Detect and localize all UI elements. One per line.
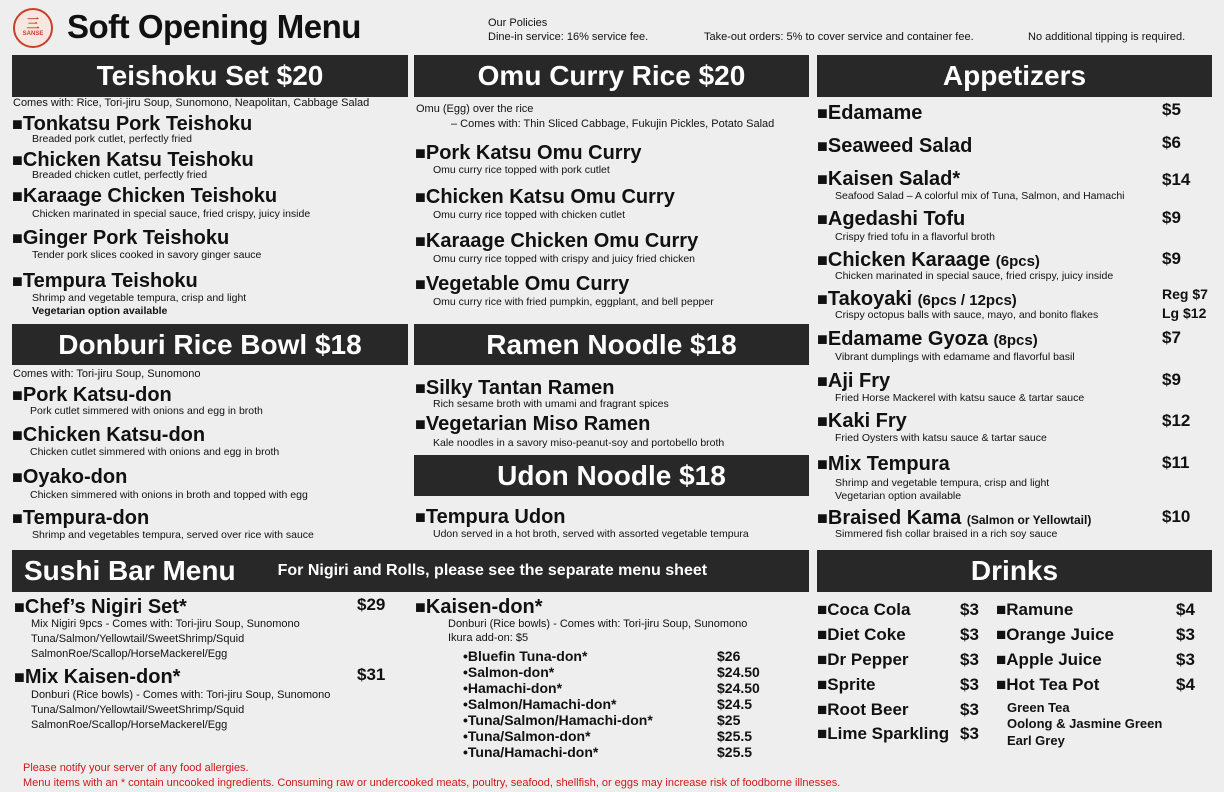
logo-text: SANSE [22,31,44,37]
menu-item-desc: Udon served in a hot broth, served with assorted vegetable tempura [433,528,749,540]
tea-option: Oolong & Jasmine Green [1007,716,1163,731]
kaisen-don-price: $26 [717,648,741,664]
appetizer-price: $5 [1162,100,1181,119]
menu-item: ■Tempura Teishoku [12,270,198,292]
menu-item: ■Pork Katsu-don [12,384,172,406]
menu-item-desc: Shrimp and vegetable tempura, crisp and light [32,292,247,304]
appetizer-desc: Shrimp and vegetable tempura, crisp and light [835,477,1050,489]
teishoku-comes-with: Comes with: Rice, Tori-jiru Soup, Sunomono, Neapolitan, Cabbage Salad [13,97,370,109]
appetizer-price: $11 [1162,453,1190,472]
menu-item-price: $31 [357,665,386,684]
menu-item-desc: Donburi (Rice bowls) - Comes with: Tori-jiru Soup, Sunomono [448,618,748,630]
appetizer-price: $9 [1162,249,1181,268]
drink-price: $3 [960,625,979,644]
drink-item: ■Apple Juice [996,650,1102,669]
policies-title: Our Policies [488,17,548,29]
kaisen-don-option: •Salmon/Hamachi-don* [463,696,617,712]
menu-item: ■Tonkatsu Pork Teishoku [12,113,253,135]
appetizer-item: ■Edamame [817,102,923,124]
menu-item-desc: Mix Nigiri 9pcs - Comes with: Tori-jiru Soup, Sunomono [31,618,300,630]
appetizer-item: ■Takoyaki (6pcs / 12pcs) [817,288,1017,310]
menu-item-note: Vegetarian option available [32,305,168,317]
menu-item-desc: Shrimp and vegetables tempura, served over rice with sauce [32,529,314,541]
appetizer-price: $6 [1162,133,1181,152]
menu-item: ■Mix Kaisen-don* [14,666,181,688]
menu-item-desc: Omu curry rice topped with pork cutlet [433,164,610,176]
page-title: Soft Opening Menu [67,8,361,45]
appetizer-desc: Crispy octopus balls with sauce, mayo, and bonito flakes [835,309,1099,321]
drink-price: $3 [960,650,979,669]
appetizer-item: ■Seaweed Salad [817,135,973,157]
appetizer-note: Vegetarian option available [835,490,962,502]
kaisen-don-option: •Bluefin Tuna-don* [463,648,588,664]
drink-item: ■Coca Cola [817,600,911,619]
menu-item-desc: Omu curry rice with fried pumpkin, eggplant, and bell pepper [433,296,714,308]
appetizer-price: $9 [1162,370,1181,389]
appetizer-item: ■Braised Kama (Salmon or Yellowtail) [817,507,1092,529]
menu-item-desc: Tender pork slices cooked in savory ginger sauce [32,249,262,261]
drink-item: ■Root Beer [817,700,909,719]
kaisen-don-option: •Salmon-don* [463,664,555,680]
menu-item-desc: SalmonRoe/Scallop/HorseMackerel/Egg [31,719,228,731]
appetizer-item: ■Agedashi Tofu [817,208,966,230]
drink-price: $4 [1176,675,1195,694]
menu-item-desc: Donburi (Rice bowls) - Comes with: Tori-jiru Soup, Sunomono [31,689,331,701]
appetizer-item: ■Edamame Gyoza (8pcs) [817,328,1038,350]
menu-item-desc: Pork cutlet simmered with onions and egg in broth [30,405,263,417]
appetizer-item: ■Aji Fry [817,370,891,392]
kaisen-don-option: •Tuna/Hamachi-don* [463,744,599,760]
menu-item-desc: Kale noodles in a savory miso-peanut-soy and portobello broth [433,437,725,449]
menu-item-desc: Omu curry rice topped with crispy and juicy fried chicken [433,253,696,265]
omu-intro: Omu (Egg) over the rice [416,103,534,115]
menu-item-desc: Rich sesame broth with umami and fragrant spices [433,398,669,410]
drink-price: $3 [1176,650,1195,669]
menu-item: ■Vegetable Omu Curry [415,273,630,295]
menu-item: ■Chicken Katsu-don [12,424,206,446]
allergy-notice: Please notify your server of any food allergies. [23,762,249,774]
menu-item-desc: Chicken cutlet simmered with onions and egg in broth [30,446,280,458]
drink-item: ■Hot Tea Pot [996,675,1100,694]
drink-item: ■Sprite [817,675,876,694]
omu-comes-with: – Comes with: Thin Sliced Cabbage, Fukujin Pickles, Potato Salad [451,118,775,130]
menu-item: ■Karaage Chicken Teishoku [12,185,278,207]
udon-header: Udon Noodle $18 [414,455,809,496]
menu-item: ■Tempura Udon [415,506,566,528]
appetizer-desc: Chicken marinated in special sauce, fried crispy, juicy inside [835,270,1114,282]
menu-item: ■Ginger Pork Teishoku [12,227,230,249]
drink-price: $3 [960,600,979,619]
menu-item: ■Karaage Chicken Omu Curry [415,230,699,252]
policy-tipping: No additional tipping is required. [1028,31,1186,43]
appetizer-desc: Fried Oysters with katsu sauce & tartar sauce [835,432,1047,444]
drink-item: ■Diet Coke [817,625,906,644]
drink-price: $3 [960,700,979,719]
sushi-bar-header [12,550,809,592]
kaisen-don-option: •Hamachi-don* [463,680,563,696]
tea-option: Green Tea [1007,700,1070,715]
appetizer-item: ■Mix Tempura [817,453,950,475]
appetizer-price: $12 [1162,411,1191,430]
menu-item-desc: SalmonRoe/Scallop/HorseMackerel/Egg [31,648,228,660]
menu-item-desc: Breaded chicken cutlet, perfectly fried [32,169,208,181]
policy-take-out: Take-out orders: 5% to cover service and container fee. [704,31,974,43]
appetizer-desc: Simmered fish collar braised in a rich soy sauce [835,528,1058,540]
appetizer-desc: Crispy fried tofu in a flavorful broth [835,231,995,243]
menu-item: ■Chicken Katsu Omu Curry [415,186,675,208]
appetizer-desc: Fried Horse Mackerel with katsu sauce & tartar sauce [835,392,1085,404]
drink-price: $3 [960,675,979,694]
menu-item-desc: Tuna/Salmon/Yellowtail/SweetShrimp/Squid [31,704,245,716]
menu-item-desc: Chicken simmered with onions in broth and topped with egg [30,489,308,501]
menu-item: ■Vegetarian Miso Ramen [415,413,651,435]
menu-item-desc: Breaded pork cutlet, perfectly fried [32,133,192,145]
kaisen-don-option: •Tuna/Salmon-don* [463,728,591,744]
appetizer-price: $10 [1162,507,1191,526]
kaisen-don-price: $24.5 [717,696,753,712]
appetizer-price-large: Lg $12 [1162,305,1207,321]
donburi-header: Donburi Rice Bowl $18 [12,324,408,365]
menu-item: ■Silky Tantan Ramen [415,377,615,399]
kaisen-don-price: $25 [717,712,741,728]
drink-item: ■Lime Sparkling [817,724,950,743]
menu-item-desc: Tuna/Salmon/Yellowtail/SweetShrimp/Squid [31,633,245,645]
appetizers-header: Appetizers [817,55,1212,97]
drink-price: $3 [960,724,979,743]
policy-dine-in: Dine-in service: 16% service fee. [488,31,649,43]
appetizer-desc: Vibrant dumplings with edamame and flavorful basil [835,351,1075,363]
menu-item-price: $29 [357,595,386,614]
omu-curry-header: Omu Curry Rice $20 [414,55,809,97]
menu-item: ■Tempura-don [12,507,150,529]
restaurant-logo [13,8,53,48]
tea-option: Earl Grey [1007,733,1065,748]
menu-item: ■Pork Katsu Omu Curry [415,142,642,164]
appetizer-desc: Seafood Salad – A colorful mix of Tuna, Salmon, and Hamachi [835,190,1125,202]
ramen-header: Ramen Noodle $18 [414,324,809,365]
drink-item: ■Dr Pepper [817,650,909,669]
menu-item: ■Chef’s Nigiri Set* [14,596,187,618]
menu-item: ■Kaisen-don* [415,596,543,618]
drinks-header: Drinks [817,550,1212,592]
teishoku-header: Teishoku Set $20 [12,55,408,97]
appetizer-price: $9 [1162,208,1181,227]
drink-price: $4 [1176,600,1195,619]
appetizer-price: $14 [1162,170,1191,189]
menu-item-desc: Omu curry rice topped with chicken cutlet [433,209,625,221]
donburi-comes-with: Comes with: Tori-jiru Soup, Sunomono [13,368,201,380]
kaisen-don-price: $25.5 [717,728,753,744]
kaisen-don-option: •Tuna/Salmon/Hamachi-don* [463,712,653,728]
menu-item-desc: Chicken marinated in special sauce, fried crispy, juicy inside [32,208,311,220]
drink-item: ■Orange Juice [996,625,1114,644]
menu-item: ■Chicken Katsu Teishoku [12,149,254,171]
appetizer-price: Reg $7 [1162,286,1208,302]
kaisen-don-price: $25.5 [717,744,753,760]
kaisen-don-price: $24.50 [717,664,760,680]
menu-item-desc: Ikura add-on: $5 [448,632,529,644]
menu-item: ■Oyako-don [12,466,128,488]
appetizer-price: $7 [1162,328,1181,347]
raw-food-warning: Menu items with an * contain uncooked ingredients. Consuming raw or undercooked meats, poultry, seafood, shellfish, or eggs may increase risk of foodborne illnesses. [23,777,841,789]
appetizer-item: ■Kaisen Salad* [817,168,961,190]
sushi-bar-subtitle: For Nigiri and Rolls, please see the separate menu sheet [277,562,708,579]
sushi-bar-title: Sushi Bar Menu [24,555,236,586]
kaisen-don-price: $24.50 [717,680,760,696]
logo-glyph: 三 [26,17,40,32]
appetizer-item: ■Kaki Fry [817,410,907,432]
appetizer-item: ■Chicken Karaage (6pcs) [817,249,1040,271]
drink-price: $3 [1176,625,1195,644]
drink-item: ■Ramune [996,600,1074,619]
